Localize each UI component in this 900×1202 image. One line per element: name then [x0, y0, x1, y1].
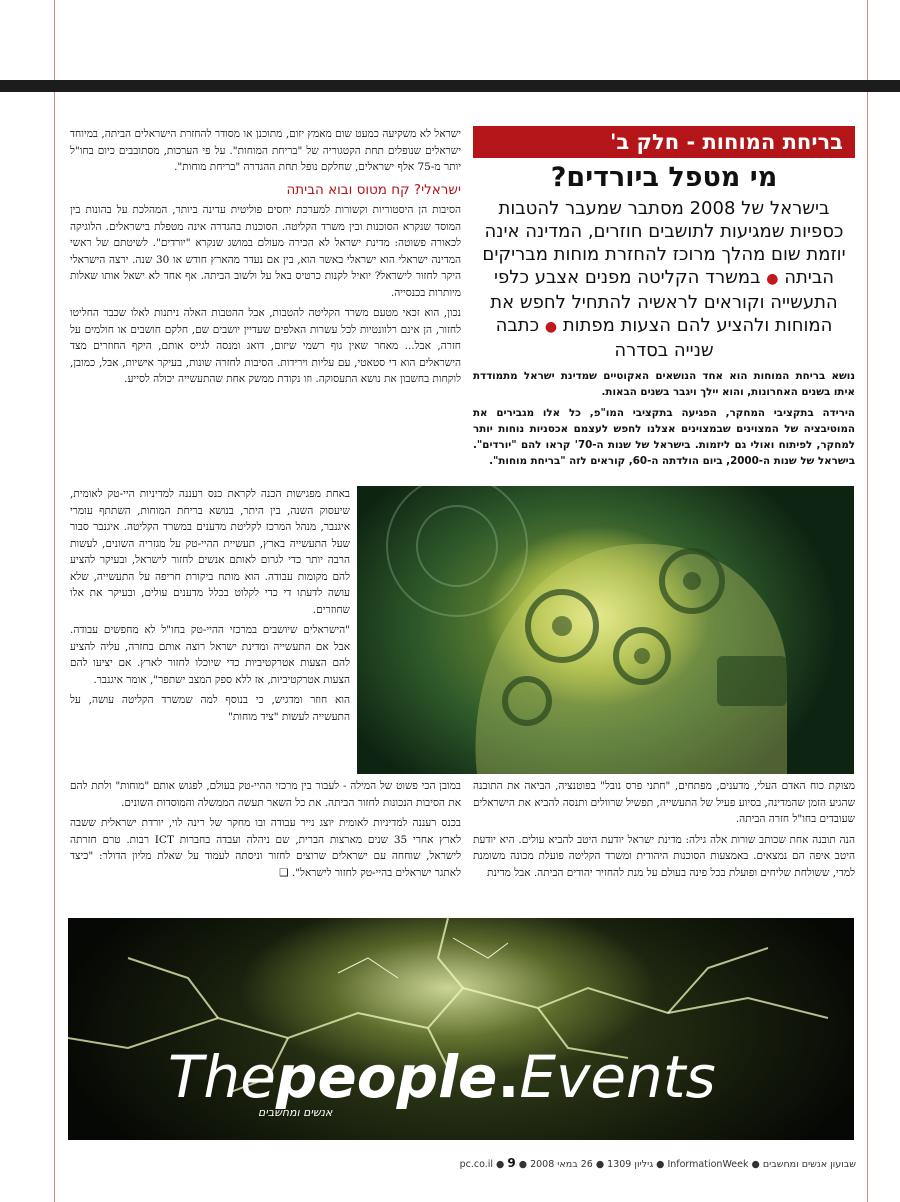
left-column: [70, 126, 461, 392]
standfirst: [473, 197, 855, 362]
bottom-right-column: [473, 778, 855, 885]
bullet-dot-icon: ●: [544, 319, 558, 335]
body-paragraph: הסיבות הן היסטוריות וקשורות למערכת יחסים פוליטית עדינה ביותר, המהלכת על בהונות בין המוסד שנקרא הסוכנות ובין משרד הקליטה. הסוכנות בהגדרה אינה מטפלת בישראלים. הלוגיקה לכאורה פשוטה: מדינת ישראל לא הכירה מעולם במושג שנקרא "יורדים". לשיטתם של ראשי המדינה ישראלי הוא ישראלי באשר הוא, בין אם נעדר מהארץ חודש או 30 שנה. ירצה הישראלי היקר לחזור לישראל? יואיל לקנות כרטיס באל על ולשוב הביתה. אף אחד לא ישאל אותו שאלות מיותרות בכנסייה.: [70, 204, 462, 299]
middle-column: [70, 486, 350, 729]
sub-headline: ישראלי? קח מטוס ובוא הביתה: [286, 181, 461, 198]
logo-dot: .: [497, 1043, 520, 1111]
lead-paragraph-2: הירידה בתקציבי המחקר, הפגיעה בתקציבי המו"פ, כל אלו מגבירים את המוטיבציה של המצוינים שבמצוינים אצלנו לחפש לעצמם אכסניות נוחות יותר למחקר, לפיתוח ואולי גם ליזמות. בישראל של שנות ה-70' קראו להם "יורדים". בישראל של שנות ה-2000, ביום הולדתה ה-60, קוראים לזה "בריחת מוחות".: [473, 406, 856, 468]
logo-tagline: אנשים ומחשבים: [258, 1106, 333, 1119]
standfirst-part2: במשרד הקליטה מפנים אצבע כלפי התעשייה וקוראים לראשיה להתחיל לחפש את המוחות ולהציע להם הצעות מפתות: [490, 267, 838, 336]
bullet-dot-icon: ●: [766, 271, 779, 287]
body-paragraph: באחת מפגישות הכנה לקראת כנס רעננה למדיניות היי-טק לאומית, שיעסוק השנה, בין היתר, בנושא בריחת המוחות, השתתף עומרי איגנבר, מנהל המרכז לקליטת מדענים במשרד הקליטה. איגנבר סבור שעל התעשייה בארץ, תעשיית ההיי-טק על מגזריה השונים, לעשות הרבה יותר כדי לגרום לאותם אנשים לחזור לישראל, ובעיקר להציע להם מקומות עבודה. הוא מותח ביקורת חריפה על התעשייה, שלא עושה לדעתו די כדי לקלוט בכלל מדענים עולים, ובעיקר את אלו שחוזרים.: [70, 488, 350, 616]
footer-text: שבועון אנשים ומחשבים ● InformationWeek ● גיליון 1309 ● 26 במאי 2008 ● pc.co.il ●: [459, 1159, 856, 1170]
gears-illustration: [357, 486, 854, 774]
headline: מי מטפל ביורדים?: [550, 162, 778, 193]
bottom-left-column: [70, 778, 461, 885]
logo-people: people: [275, 1043, 498, 1111]
body-paragraph: הוא חוזר ומדגיש, כי בנוסף למה שמשרד הקליטה עושה, על התעשייה לעשות "ציד מוחות": [70, 694, 350, 723]
top-bar: [0, 80, 900, 92]
page-footer: [70, 1156, 856, 1170]
body-paragraph: נכון, הוא זכאי מטעם משרד הקליטה להטבות, אבל ההטבות האלה ניתנות לאלו שכבר החליטו לחזור, הן אינם רלוונטיות לכל עשרות האלפים שעדיין יושבים שם, חלקם חושבים או חולמים על חזרה, אבל... מאחר שאין גוף רשמי שיזום, דואג ומנסה לגייס אותם, היקף החוזרים מצד הישראלים הוא די סטאטי, עם עליות וירידות. הסיבות לחזרה שונות, בעיקר אישיות, אבל, כמובן, לוקחות בחשבון את נושא התעסוקה. וזו נקודת ממשק אחת שהתעשייה יכולה לסייע.: [70, 307, 461, 385]
events-banner: [68, 918, 854, 1140]
section-title: בריחת המוחות - חלק ב': [473, 126, 855, 158]
body-paragraph: במובן הכי פשוט של המילה - לעבור בין מרכזי ההיי-טק בעולם, לפגוש אותם "מוחות" ולתת להם את הסיבות הנכונות לחזור הביתה. את כל השאר תעשה הממשלה והמוסדות השונים.: [70, 780, 461, 809]
body-paragraph: ישראל לא משקיעה כמעט שום מאמץ יזום, מתוכנן או מסודר להחזרת הישראלים הביתה, במיוחד ישראלים שנופלים תחת הקטגוריה של "בריחת המוחות". על פי הערכות, מסתובבים כיום בחו"ל יותר מ-75 אלף ישראלים, שחלקם נופל תחת ההגדרה "בריחת מוחות".: [70, 128, 461, 173]
body-paragraph: מצוקת כוח האדם העלי, מדענים, מפתחים, "חתני פרס נובל" בפוטנציה, הביאה את התובנה שהגיע הזמן שהמדינה, בסיוע פעיל של התעשייה, תפשיל שרוולים ותנסה להביא את הישראלים שעובדים בחו"ל חזרה הביתה.: [473, 780, 855, 825]
article-header-column: [473, 126, 855, 474]
end-mark-icon: ❑: [279, 866, 289, 879]
body-paragraph: [70, 815, 461, 881]
logo-the: The: [168, 1043, 276, 1111]
logo-events: Events: [519, 1043, 716, 1111]
body-paragraph: הנה תובנה אחת שכותב שורות אלה גילה: מדינת ישראל יודעת היטב להביא עולים. היא יודעת היטב איפה הם נמצאים. באמצעות הסוכנות היהודית ומשרד הקליטה פועלת מכונה משומנת למדי, ששולחת שליחים ופועלת בכל פינה בעולם על מנת להחזיר יהודים הביתה. אבל מדינת: [473, 833, 855, 879]
standfirst-part3: כתבה שנייה בסדרה: [495, 315, 714, 361]
closing-paragraph: בכנס רעננה למדיניות לאומית יוצג נייר עבודה ובו מחקר של רינה לוי, יורדת ישראלית ששבה לארץ אחרי 35 שנים מארצות הברית, שם ניהלה ועבדה בחברות ICT רבות. טרם חזרתה לישראל, שוחחה עם ישראלים שרוצים לחזור וניסתה לעמוד על שאלת מליון הדולר: "כיצד לאתגר ישראלים בהיי-טק לחזור לישראל".: [70, 817, 461, 879]
body-paragraph: "הישראלים שיושבים במרכזי ההיי-טק בחו"ל לא מחפשים עבודה. אבל אם התעשייה ומדינת ישראל רוצה אותם בחזרה, עליה להציע להם הצעות אטרקטיביות כדי שיוכלו לחזור לארץ. אם יציעו להם הצעות אטרקטיביות, אז ללא ספק המצב ישתפר", אומר איגנבר.: [70, 624, 350, 686]
page-number: 9: [507, 1156, 516, 1170]
standfirst-part1: בישראל של 2008 מסתבר שמעבר להטבות כספיות שמגיעות לתושבים חוזרים, המדינה אינה יוזמת שום מהלך מרוכז להחזרת מוחות מבריקים הביתה: [482, 198, 846, 288]
lead-paragraph-1: נושא בריחת המוחות הוא אחד הנושאים האקוטיים שמדינת ישראל מתמודדת איתו בשנים האחרונות, והוא יילך ויגבר בשנים הבאות.: [473, 370, 855, 399]
gears-head-photo: [357, 486, 854, 774]
